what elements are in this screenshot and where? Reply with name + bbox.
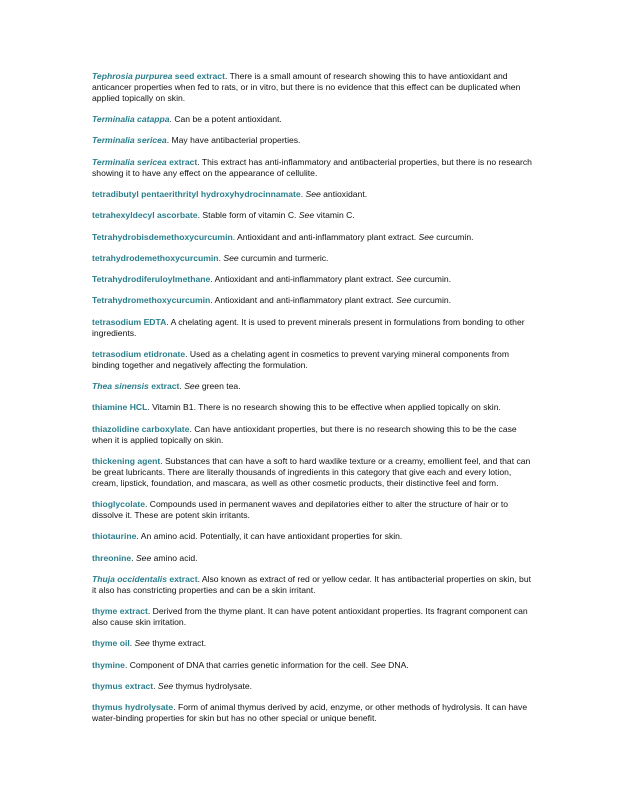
entry-term-text: tetrahexyldecyl ascorbate	[92, 210, 198, 221]
glossary-entry-tetrasodium-etidronate	[92, 349, 532, 371]
entry-term-latin: Thea sinensis	[92, 381, 149, 392]
entry-term-text: thymus hydrolysate	[92, 702, 174, 713]
entry-term	[92, 606, 148, 616]
entry-term-text: thiazolidine carboxylate	[92, 423, 190, 434]
entry-cross-reference: curcumin.	[411, 274, 452, 285]
entry-term-text: thyme oil	[92, 638, 130, 649]
glossary-entry-tetrahydrodemethoxycurcumin	[92, 253, 532, 264]
entry-definition: . A chelating agent. It is used to prevent minerals present in formulations from bonding to other ingredients.	[92, 316, 525, 338]
entry-definition: .	[218, 252, 224, 263]
entry-definition: . Can have antioxidant properties, but there is no research showing this to be the case when it is applied topically on skin.	[92, 423, 517, 445]
entry-term-latin: Terminalia sericea	[92, 156, 167, 167]
entry-see-reference: See	[370, 659, 386, 670]
glossary-entry-thuja	[92, 574, 532, 596]
entry-term-latin: Tephrosia purpurea	[92, 71, 173, 81]
glossary-entry-thioglycolate	[92, 499, 532, 521]
entry-term	[92, 114, 170, 124]
glossary-entry-thymus-extract	[92, 681, 532, 692]
glossary-entry-tetrahexyldecyl	[92, 210, 532, 221]
entry-term-text: extract	[166, 156, 198, 167]
entry-definition: . Antioxidant and anti-inflammatory plant extract.	[232, 231, 419, 242]
entry-cross-reference: green tea.	[199, 381, 241, 392]
entry-definition: . Substances that can have a soft to hard waxlike texture or a creamy, emollient feel, and that can be great lubricants. There are literally thousands of ingredients in this category that give each and every lotion, cream, lipstick, foundation, and mascara, as well as other cosmetic products, their distinctive feel and form.	[92, 455, 531, 488]
entry-see-reference: See	[305, 188, 321, 199]
entry-cross-reference: vitamin C.	[314, 210, 355, 221]
entry-see-reference: See	[134, 638, 150, 649]
entry-cross-reference: curcumin and turmeric.	[238, 252, 329, 263]
entry-term	[92, 157, 197, 167]
entry-see-reference: See	[157, 680, 174, 691]
entry-term-latin: Terminalia catappa	[92, 114, 170, 125]
glossary-entry-tetrasodium-edta	[92, 317, 532, 339]
entry-term	[92, 456, 160, 466]
entry-term	[92, 681, 153, 691]
glossary-entry-tetradibutyl	[92, 189, 532, 200]
entry-cross-reference: thyme extract.	[149, 638, 207, 649]
entry-term	[92, 424, 189, 434]
entry-definition: . Compounds used in permanent waves and depilatories either to alter the structure of hair or to dissolve it. These are potent skin irritants.	[92, 499, 509, 520]
entry-definition: .	[131, 552, 136, 563]
entry-term	[92, 553, 131, 563]
entry-cross-reference: antioxidant.	[320, 188, 368, 199]
entry-cross-reference: thymus hydrolysate.	[173, 680, 253, 691]
entry-term	[92, 253, 219, 263]
entry-see-reference: See	[396, 295, 412, 306]
glossary-entry-thiamine	[92, 402, 532, 413]
entry-term-text: extract	[148, 381, 180, 392]
entry-term-text: thiamine HCL	[92, 402, 148, 413]
glossary-entry-tetrahydrodiferuloylmethane	[92, 274, 532, 285]
entry-term-latin: Terminalia sericea	[92, 135, 167, 146]
glossary-entry-terminalia-sericea	[92, 135, 532, 146]
entry-definition: . Derived from the thyme plant. It can have potent antioxidant properties. Its fragrant component can also cause skin irritation.	[92, 606, 528, 627]
glossary-entries	[92, 71, 532, 734]
entry-term	[92, 232, 233, 242]
entry-term-text: thymus extract	[92, 680, 154, 691]
entry-cross-reference: DNA.	[385, 659, 409, 670]
entry-term	[92, 402, 147, 412]
entry-see-reference: See	[396, 274, 412, 285]
entry-term	[92, 210, 198, 220]
glossary-entry-tephrosia	[92, 71, 532, 104]
entry-term-text: tetrahydrodemethoxycurcumin	[92, 252, 219, 263]
entry-term	[92, 499, 145, 509]
entry-term	[92, 660, 125, 670]
entry-term	[92, 295, 210, 305]
entry-definition: .	[300, 188, 306, 199]
entry-term	[92, 189, 301, 199]
entry-term-text: tetrasodium etidronate	[92, 348, 186, 359]
entry-definition: . Component of DNA that carries genetic information for the cell.	[124, 659, 371, 670]
entry-see-reference: See	[223, 252, 239, 263]
entry-definition: . Stable form of vitamin C.	[197, 210, 299, 221]
entry-term-text: Tetrahydrobisdemethoxycurcumin	[92, 231, 233, 242]
entry-term	[92, 71, 225, 81]
entry-definition: . Vitamin B1. There is no research showing this to be effective when applied topically on skin.	[147, 402, 501, 413]
entry-term	[92, 274, 210, 284]
glossary-entry-thymus-hydrolysate	[92, 702, 532, 724]
entry-term-text: thiotaurine	[92, 531, 137, 542]
glossary-entry-tetrahydrobisdemethoxycurcumin	[92, 232, 532, 243]
entry-term	[92, 381, 179, 391]
entry-term-latin: Thuja occidentalis	[92, 573, 167, 584]
entry-definition: . Can be a potent antioxidant.	[169, 114, 282, 125]
glossary-entry-thiotaurine	[92, 531, 532, 542]
glossary-entry-terminalia-catappa	[92, 114, 532, 125]
entry-cross-reference: curcumin.	[433, 231, 474, 242]
entry-term-text: threonine	[92, 552, 132, 563]
entry-term-text: Tetrahydromethoxycurcumin	[92, 295, 211, 306]
glossary-entry-terminalia-sericea-extract	[92, 157, 532, 179]
entry-term-text: seed extract	[172, 71, 225, 81]
entry-term	[92, 135, 167, 145]
entry-cross-reference: amino acid.	[151, 552, 198, 563]
glossary-entry-thymine	[92, 660, 532, 671]
entry-definition: . This extract has anti-inflammatory and antibacterial properties, but there is no research showing it to have any effect on the appearance of cellulite.	[92, 156, 532, 178]
entry-term	[92, 531, 136, 541]
entry-term-text: tetrasodium EDTA	[92, 316, 167, 327]
entry-definition: . There is a small amount of research showing this to have antioxidant and anticancer properties when fed to rats, or in vitro, but there is no evidence that this effect can be duplicated when applied topically on skin.	[92, 71, 521, 103]
entry-term	[92, 574, 198, 584]
glossary-entry-thea-sinensis	[92, 381, 532, 392]
entry-term	[92, 349, 185, 359]
entry-see-reference: See	[418, 231, 434, 242]
entry-definition: . May have antibacterial properties.	[166, 135, 301, 146]
entry-definition: . Antioxidant and anti-inflammatory plant extract.	[210, 274, 397, 285]
entry-term-text: Tetrahydrodiferuloylmethane	[92, 274, 211, 285]
glossary-entry-thiazolidine	[92, 424, 532, 446]
glossary-entry-thyme-oil	[92, 638, 532, 649]
entry-term-text: extract	[166, 573, 198, 584]
entry-definition: . Antioxidant and anti-inflammatory plant extract.	[210, 295, 397, 306]
entry-term	[92, 317, 166, 327]
entry-see-reference: See	[135, 552, 152, 563]
entry-term-text: thymine	[92, 659, 125, 670]
glossary-entry-thickening-agent	[92, 456, 532, 489]
entry-definition: .	[129, 638, 135, 649]
entry-definition: .	[153, 680, 158, 691]
entry-definition: . An amino acid. Potentially, it can have antioxidant properties for skin.	[136, 531, 403, 542]
entry-definition: . Form of animal thymus derived by acid, enzyme, or other methods of hydrolysis. It can have water-binding properties for skin but has no other special or unique benefit.	[92, 702, 528, 723]
entry-see-reference: See	[298, 210, 315, 221]
entry-definition: . Also known as extract of red or yellow cedar. It has antibacterial properties on skin, but it also has constricting properties and can be a skin irritant.	[92, 573, 531, 595]
entry-cross-reference: curcumin.	[411, 295, 452, 306]
entry-term	[92, 702, 173, 712]
entry-term-text: thyme extract	[92, 606, 148, 616]
entry-term-text: tetradibutyl pentaerithrityl hydroxyhydrocinnamate	[92, 188, 301, 199]
entry-term-text: thickening agent	[92, 455, 161, 466]
glossary-entry-thyme-extract	[92, 606, 532, 628]
entry-definition: .	[179, 381, 185, 392]
entry-definition: . Used as a chelating agent in cosmetics to prevent varying mineral components from binding together and negatively affecting the formulation.	[92, 348, 509, 370]
glossary-entry-tetrahydromethoxycurcumin	[92, 295, 532, 306]
entry-see-reference: See	[184, 381, 200, 392]
entry-term	[92, 638, 130, 648]
glossary-entry-threonine	[92, 553, 532, 564]
entry-term-text: thioglycolate	[92, 499, 146, 509]
